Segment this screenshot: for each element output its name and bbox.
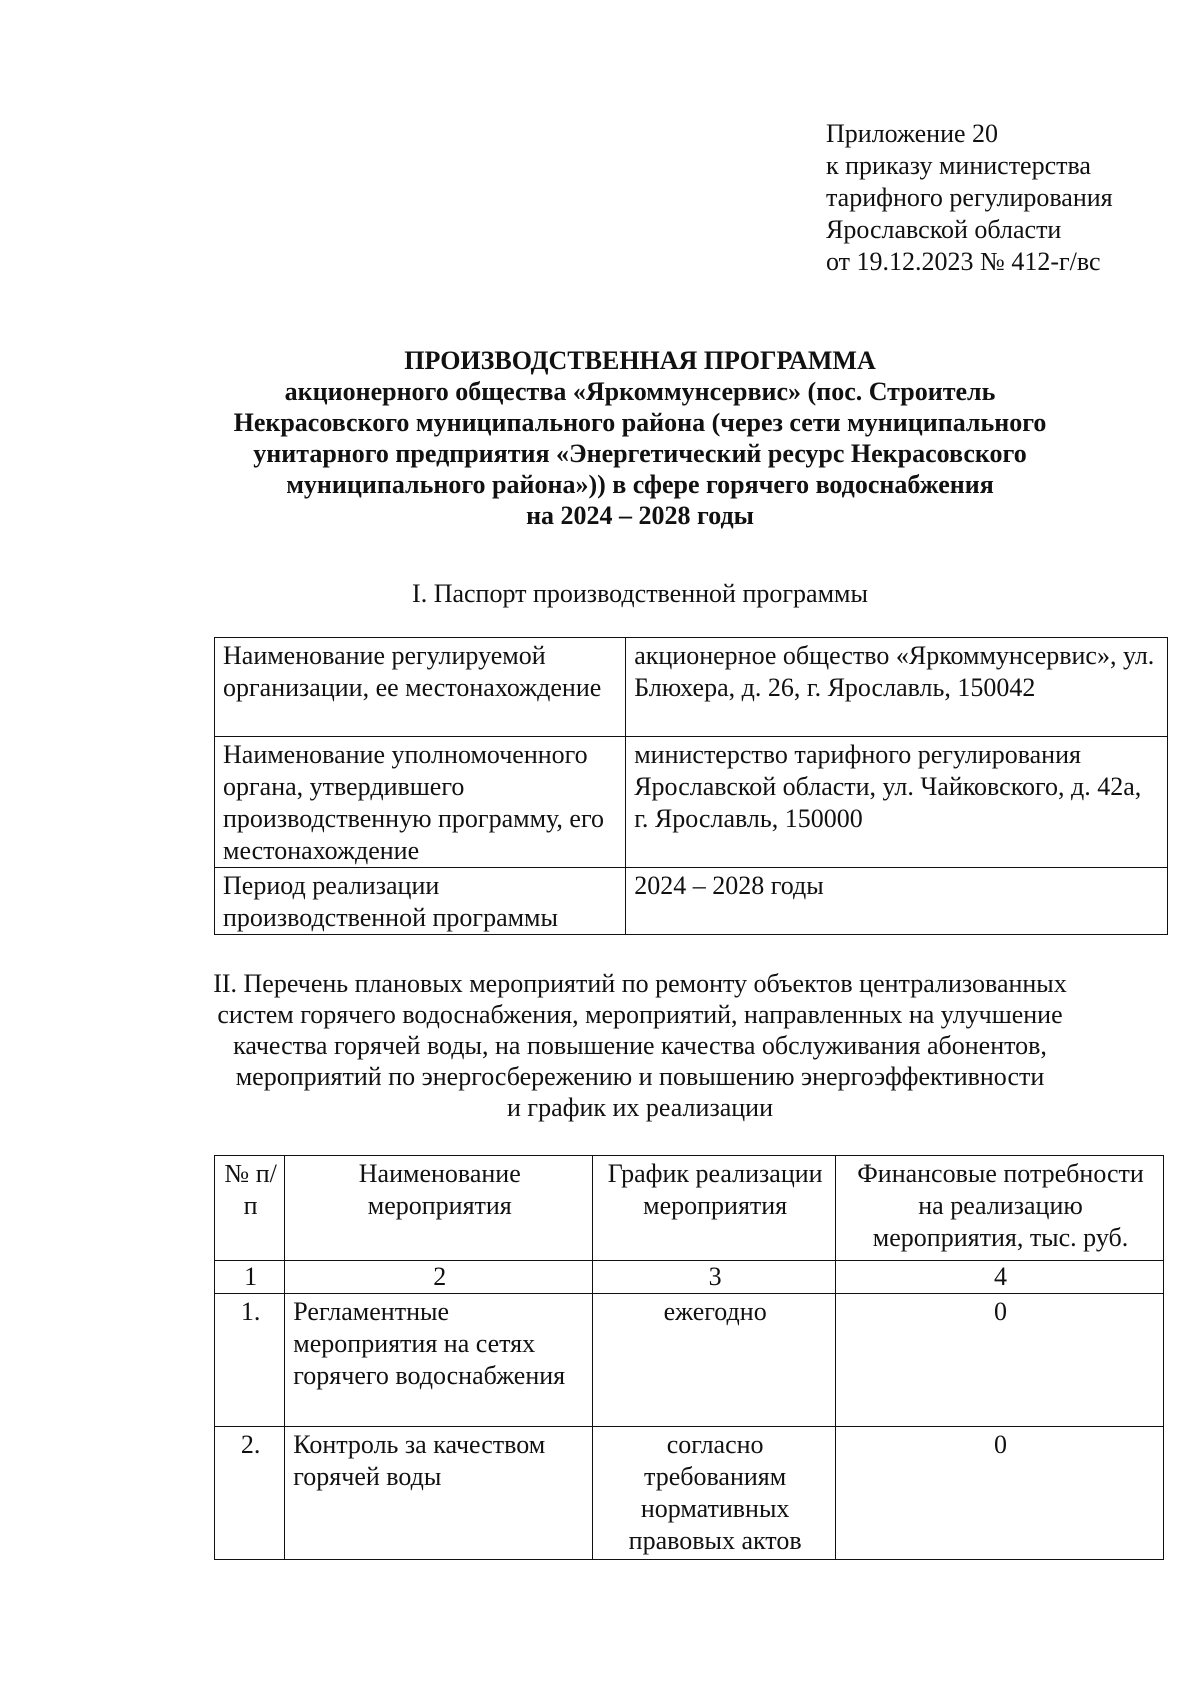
appendix-line: тарифного регулирования — [826, 183, 1113, 212]
passport-value: акционерное общество «Яркоммунсервис», ул. Блюхера, д. 26, г. Ярославль, 150042 — [626, 638, 1168, 737]
section-2-heading — [150, 968, 1130, 1123]
appendix-header — [826, 118, 1186, 278]
table-row — [215, 1294, 1164, 1427]
column-number: 1 — [215, 1261, 285, 1294]
column-number: 4 — [836, 1261, 1164, 1294]
passport-label: Период реализации производственной программы — [215, 868, 626, 935]
row-number: 1. — [215, 1294, 285, 1427]
passport-label: Наименование уполномоченного органа, утвердившего производственную программу, его местонахождение — [215, 737, 626, 868]
row-finance: 0 — [836, 1427, 1164, 1560]
passport-row — [215, 868, 1168, 935]
column-number: 2 — [285, 1261, 593, 1294]
passport-label: Наименование регулируемой организации, ее местонахождение — [215, 638, 626, 737]
appendix-line: Приложение 20 — [826, 119, 999, 148]
column-header-schedule: График реализации мероприятия — [593, 1156, 836, 1261]
title-line: муниципального района»)) в сфере горячего водоснабжения — [286, 470, 994, 499]
section-2-heading-line: мероприятий по энергосбережению и повышению энергоэффективности — [235, 1062, 1045, 1091]
column-number: 3 — [593, 1261, 836, 1294]
appendix-line: от 19.12.2023 № 412-г/вс — [826, 247, 1101, 276]
section-2-heading-line: II. Перечень плановых мероприятий по ремонту объектов централизованных — [213, 969, 1067, 998]
title-line: ПРОИЗВОДСТВЕННАЯ ПРОГРАММА — [404, 346, 876, 375]
appendix-line: Ярославской области — [826, 215, 1062, 244]
row-number: 2. — [215, 1427, 285, 1560]
row-schedule: ежегодно — [593, 1294, 836, 1427]
column-numbers-row — [215, 1261, 1164, 1294]
table-row — [215, 1427, 1164, 1560]
section-2-heading-line: и график их реализации — [507, 1093, 773, 1122]
table-header-row — [215, 1156, 1164, 1261]
passport-value: 2024 – 2028 годы — [626, 868, 1168, 935]
passport-row — [215, 737, 1168, 868]
row-name: Регламентные мероприятия на сетях горячего водоснабжения — [285, 1294, 593, 1427]
document-title — [150, 345, 1130, 531]
appendix-line: к приказу министерства — [826, 151, 1091, 180]
column-header-finance: Финансовые потребности на реализацию мероприятия, тыс. руб. — [836, 1156, 1164, 1261]
section-2-heading-line: качества горячей воды, на повышение качества обслуживания абонентов, — [233, 1031, 1047, 1060]
column-header-number: № п/п — [215, 1156, 285, 1261]
measures-table — [214, 1155, 1164, 1560]
row-schedule: согласно требованиям нормативных правовых актов — [593, 1427, 836, 1560]
row-finance: 0 — [836, 1294, 1164, 1427]
section-1-heading: I. Паспорт производственной программы — [412, 579, 868, 608]
passport-table — [214, 637, 1168, 935]
title-line: унитарного предприятия «Энергетический ресурс Некрасовского — [253, 439, 1027, 468]
row-name: Контроль за качеством горячей воды — [285, 1427, 593, 1560]
title-line: акционерного общества «Яркоммунсервис» (пос. Строитель — [284, 377, 996, 406]
title-line: Некрасовского муниципального района (через сети муниципального — [233, 408, 1047, 437]
passport-row — [215, 638, 1168, 737]
passport-value: министерство тарифного регулирования Ярославской области, ул. Чайковского, д. 42а, г. Ярославль, 150000 — [626, 737, 1168, 868]
section-2-heading-line: систем горячего водоснабжения, мероприятий, направленных на улучшение — [217, 1000, 1063, 1029]
column-header-name: Наименование мероприятия — [285, 1156, 593, 1261]
title-line: на 2024 – 2028 годы — [526, 501, 754, 530]
